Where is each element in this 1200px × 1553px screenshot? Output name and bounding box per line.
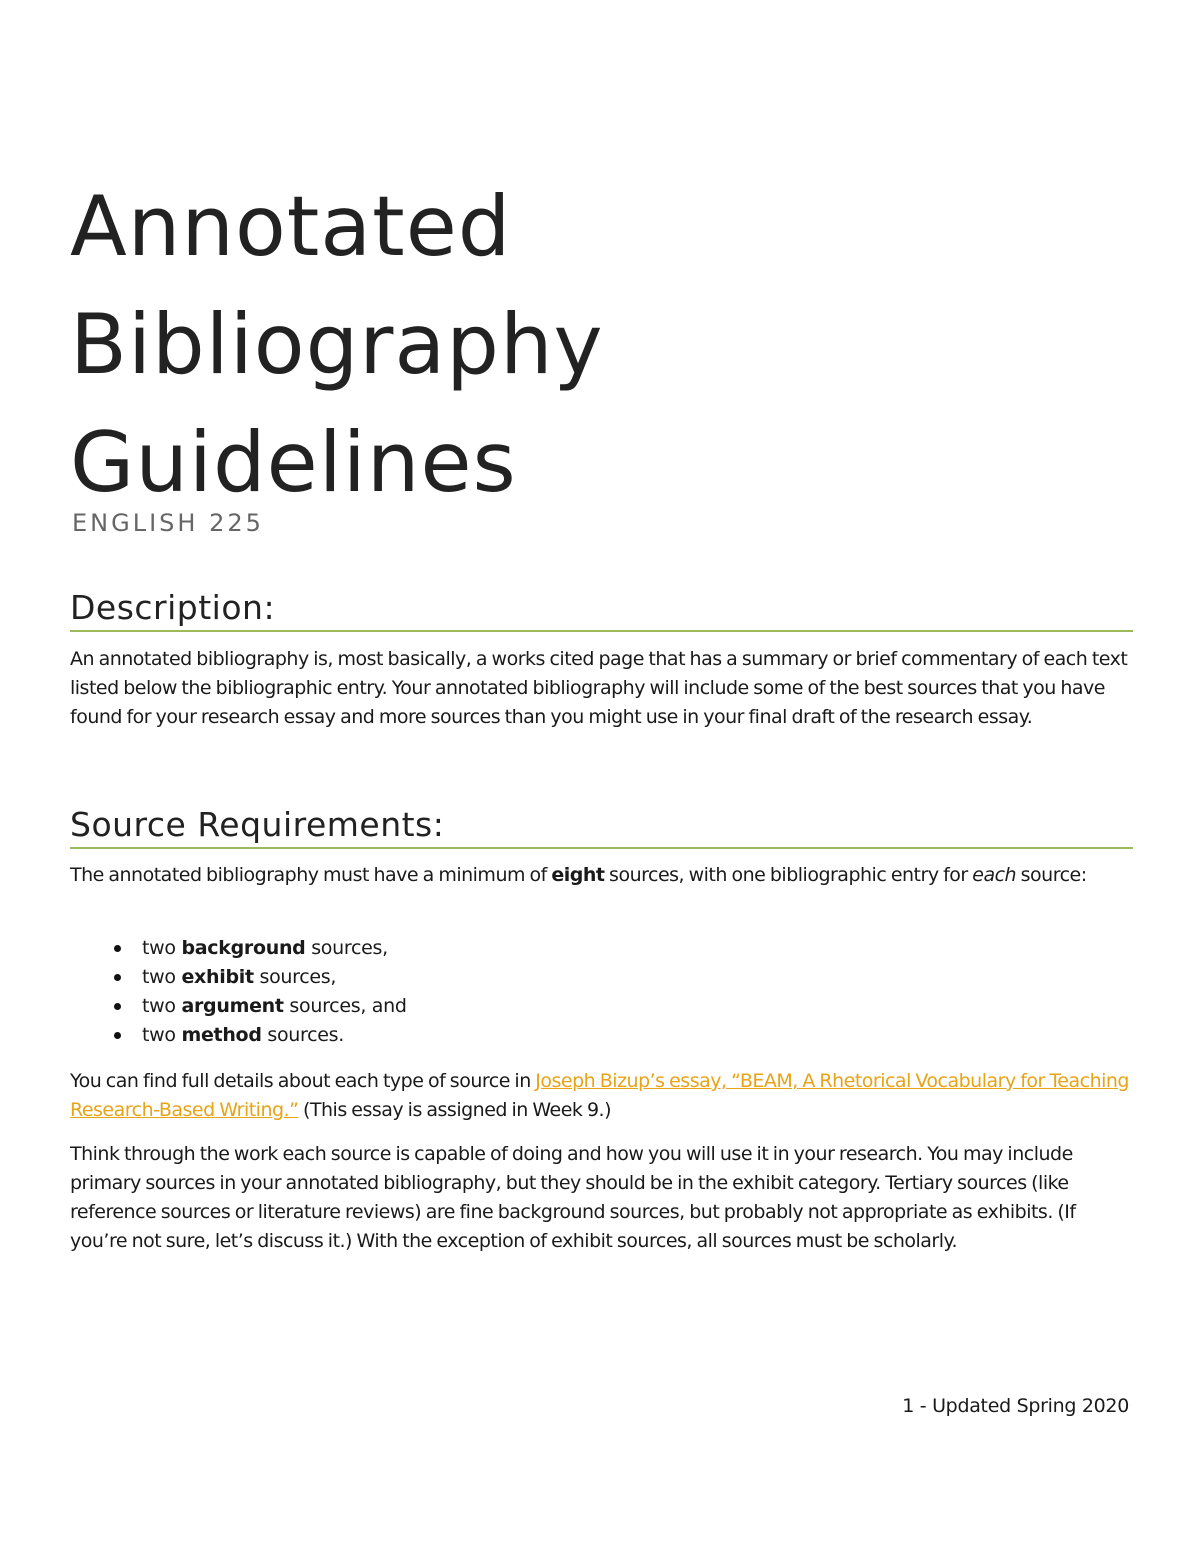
requirements-intro-paragraph [70,861,1133,890]
intro-text-3: source: [1016,864,1087,886]
item-suffix: sources, [253,966,337,988]
intro-italic-each: each [972,864,1017,886]
source-requirements-heading: Source Requirements: [70,805,1133,849]
item-type: background [181,937,306,959]
intro-text-1: The annotated bibliography must have a minimum of [70,864,552,886]
beam-text-post: (This essay is assigned in Week 9.) [298,1099,611,1121]
item-prefix: two [142,937,182,959]
document-page [70,0,1133,1553]
bullet-icon [114,945,121,952]
intro-text-2: sources, with one bibliographic entry for [604,864,973,886]
title-line-3: Guidelines [70,414,517,511]
list-item [70,992,407,1021]
item-prefix: two [142,966,182,988]
list-item [70,934,407,963]
item-prefix: two [142,995,182,1017]
item-suffix: sources. [261,1024,344,1046]
intro-bold-count: eight [551,864,605,886]
bullet-icon [114,1032,121,1039]
item-type: exhibit [181,966,254,988]
title-line-2: Bibliography [70,296,604,393]
item-suffix: sources, [305,937,388,959]
item-suffix: sources, and [283,995,407,1017]
document-title [70,168,604,522]
list-item [70,1021,407,1050]
item-prefix: two [142,1024,182,1046]
item-type: method [181,1024,262,1046]
beam-paragraph [70,1067,1133,1125]
bullet-icon [114,1003,121,1010]
bizup-essay-link[interactable]: Joseph Bizup’s essay, “BEAM, A Rhetorical Vocabulary for Teaching Research-Based Writing.” [70,1070,1129,1121]
source-types-list [70,934,407,1050]
page-footer: 1 - Updated Spring 2020 [902,1395,1129,1417]
list-item [70,963,407,992]
title-line-1: Annotated [70,178,512,275]
description-heading: Description: [70,588,1133,632]
description-paragraph: An annotated bibliography is, most basically, a works cited page that has a summary or brief commentary of each text listed below the bibliographic entry. Your annotated bibliography will include some of the best sources that you have found for your research essay and more sources than you might use in your final draft of the research essay. [70,648,1128,728]
item-type: argument [181,995,284,1017]
course-subtitle: ENGLISH 225 [72,509,264,537]
beam-text-pre: You can find full details about each type of source in [70,1070,536,1092]
bullet-icon [114,974,121,981]
think-through-paragraph: Think through the work each source is capable of doing and how you will use it in your research. You may include primary sources in your annotated bibliography, but they should be in the exhibit category. Tertiary sources (like reference sources or literature reviews) are fine background sources, but probably not appropriate as exhibits. (If you’re not sure, let’s discuss it.) With the exception of exhibit sources, all sources must be scholarly. [70,1143,1076,1252]
